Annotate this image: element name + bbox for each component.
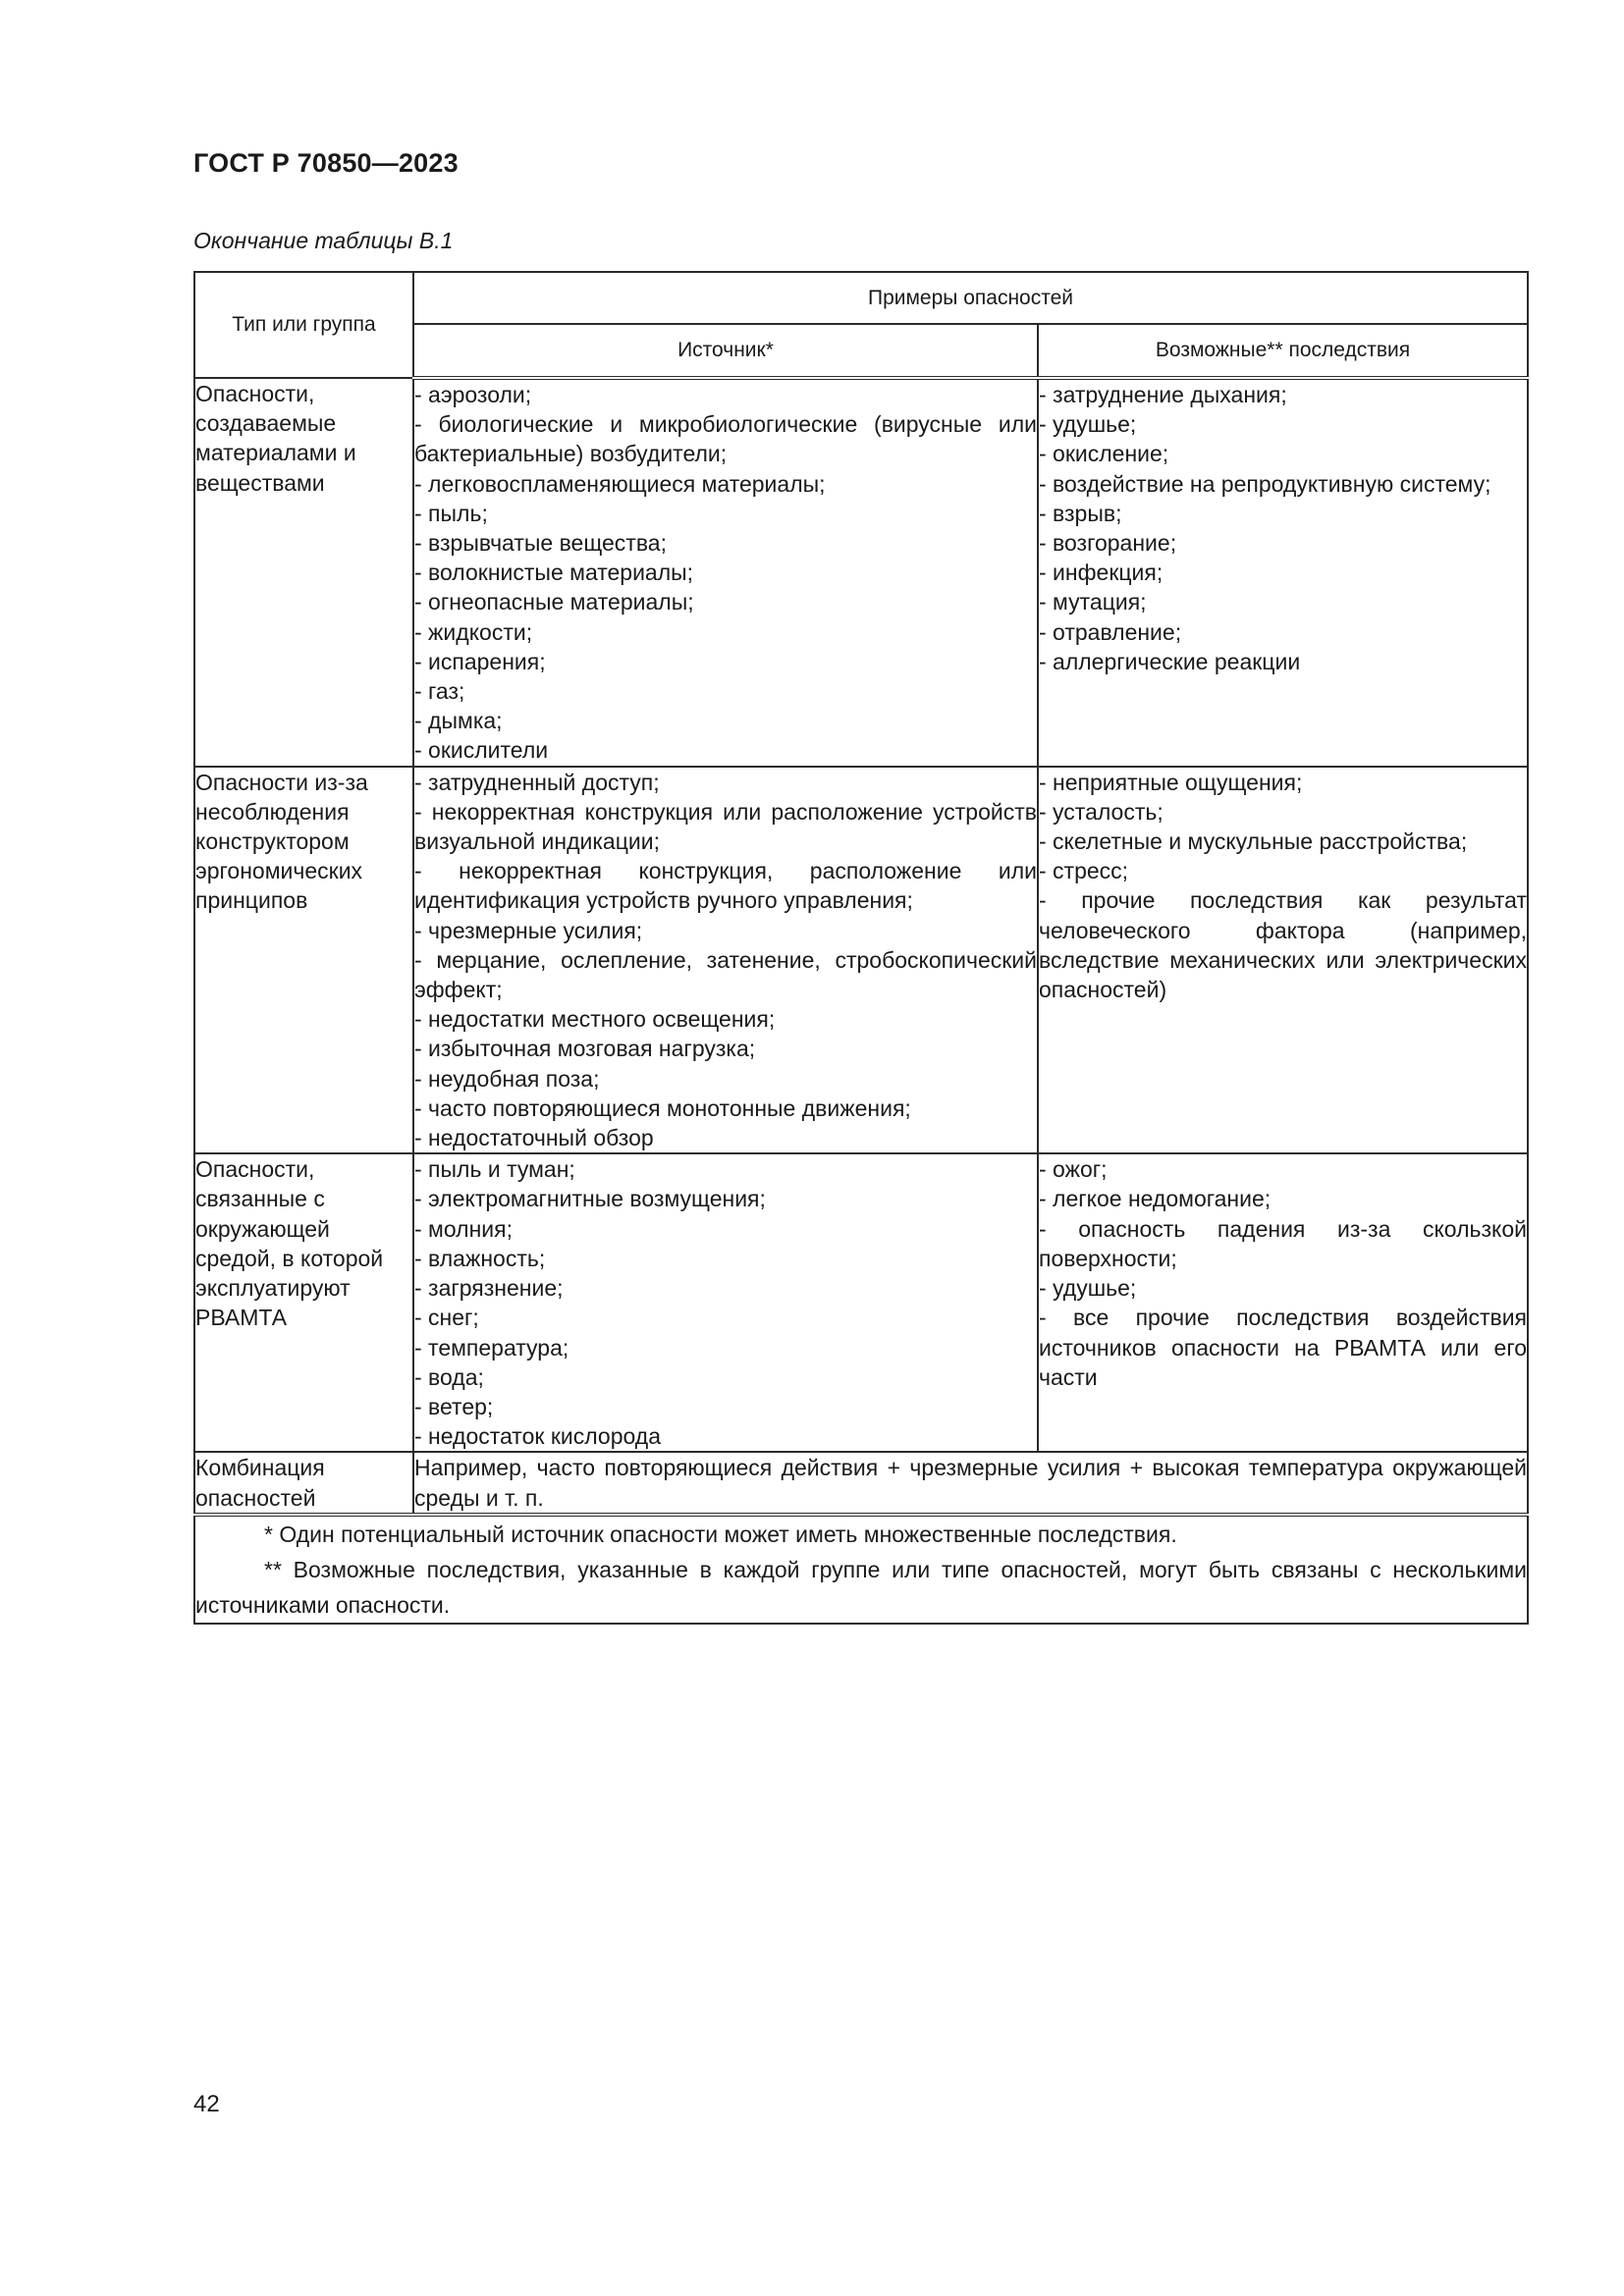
list-item: - инфекция; xyxy=(1039,560,1164,586)
source-list xyxy=(413,1153,1038,1452)
list-item: - усталость; xyxy=(1039,798,1164,825)
header-source: Источник* xyxy=(413,324,1038,378)
list-item: - легкое недомогание; xyxy=(1039,1186,1272,1212)
list-item: - волокнистые материалы; xyxy=(414,560,694,586)
list-item: - взрывчатые вещества; xyxy=(414,530,667,557)
table-notes-row xyxy=(194,1515,1528,1624)
list-item: - легковоспламеняющиеся материалы; xyxy=(414,470,826,497)
list-item: - жидкости; xyxy=(414,618,533,645)
list-item: - возгорание; xyxy=(1039,530,1177,557)
list-item: - удушье; xyxy=(1039,1275,1137,1302)
list-item: - молния; xyxy=(414,1215,513,1242)
table-notes xyxy=(194,1515,1528,1624)
list-item: - загрязнение; xyxy=(414,1275,564,1302)
list-item: - пыль; xyxy=(414,500,488,526)
list-item: - вода; xyxy=(414,1363,484,1390)
list-item: - некорректная конструкция или расположение устройств визуальной индикации; xyxy=(414,798,1037,855)
header-consequences: Возможные** последствия xyxy=(1038,324,1528,378)
consequence-list xyxy=(1038,1153,1528,1452)
list-item: - окисление; xyxy=(1039,441,1169,467)
list-item: - мерцание, ослепление, затенение, стробоскопический эффект; xyxy=(414,946,1037,1003)
table-row xyxy=(194,378,1528,767)
list-item: - недостатки местного освещения; xyxy=(414,1006,776,1033)
table-row xyxy=(194,767,1528,1154)
list-item: - воздействие на репродуктивную систему; xyxy=(1039,470,1491,497)
list-item: - влажность; xyxy=(414,1245,546,1271)
footnote-consequences: ** Возможные последствия, указанные в каждой группе или типе опасностей, могут быть связаны с несколькими источниками опасности. xyxy=(195,1556,1527,1618)
consequence-list xyxy=(1038,767,1528,1154)
list-item: - затрудненный доступ; xyxy=(414,769,660,795)
list-item: - скелетные и мускульные расстройства; xyxy=(1039,828,1468,855)
list-item: - недостаточный обзор xyxy=(414,1125,654,1151)
list-item: - взрыв; xyxy=(1039,500,1122,526)
list-item: - недостаток кислорода xyxy=(414,1423,662,1450)
list-item: - дымка; xyxy=(414,708,503,734)
list-item: - неприятные ощущения; xyxy=(1039,769,1303,795)
list-item: - испарения; xyxy=(414,648,546,674)
list-item: - биологические и микробиологические (вирусные или бактериальные) возбудители; xyxy=(414,411,1037,467)
list-item: - температура; xyxy=(414,1334,569,1361)
header-type-group: Тип или группа xyxy=(194,272,413,378)
header-hazard-examples: Примеры опасностей xyxy=(413,272,1528,324)
list-item: - неудобная поза; xyxy=(414,1065,600,1092)
hazard-table xyxy=(193,271,1529,1625)
hazard-type-cell: Опасности, связанные с окружающей средой, в которой эксплуатируют РВАМТА xyxy=(194,1153,413,1452)
footnote-source: * Один потенциальный источник опасности может иметь множественные последствия. xyxy=(264,1521,1177,1547)
list-item: - газ; xyxy=(414,678,465,705)
list-item: - снег; xyxy=(414,1305,479,1331)
combination-example: Например, часто повторяющиеся действия + чрезмерные усилия + высокая температура окружающей среды и т. п. xyxy=(413,1452,1528,1514)
list-item: - стресс; xyxy=(1039,858,1129,884)
list-item: - часто повторяющиеся монотонные движения; xyxy=(414,1095,911,1121)
list-item: - аллергические реакции xyxy=(1039,648,1301,674)
hazard-type-cell: Опасности, создаваемые материалами и веществами xyxy=(194,378,413,767)
list-item: - удушье; xyxy=(1039,411,1137,438)
source-list xyxy=(413,767,1038,1154)
list-item: - некорректная конструкция, расположение или идентификация устройств ручного управления; xyxy=(414,858,1037,914)
list-item: - все прочие последствия воздействия источников опасности на РВАМТА или его части xyxy=(1039,1305,1527,1390)
table-row xyxy=(194,1452,1528,1514)
list-item: - окислители xyxy=(414,737,549,764)
list-item: - ожог; xyxy=(1039,1156,1108,1183)
list-item: - затруднение дыхания; xyxy=(1039,382,1287,407)
list-item: - чрезмерные усилия; xyxy=(414,917,643,943)
consequence-list xyxy=(1038,378,1528,767)
list-item: - пыль и туман; xyxy=(414,1156,575,1183)
table-row xyxy=(194,1153,1528,1452)
list-item: - отравление; xyxy=(1039,618,1182,645)
list-item: - аэрозоли; xyxy=(414,382,532,407)
hazard-type-cell: Комбинация опасностей xyxy=(194,1452,413,1514)
list-item: - огнеопасные материалы; xyxy=(414,589,694,615)
document-id: ГОСТ Р 70850—2023 xyxy=(193,148,459,178)
hazard-type-cell: Опасности из-за несоблюдения конструктором эргономических принципов xyxy=(194,767,413,1154)
list-item: - мутация; xyxy=(1039,589,1147,615)
source-list xyxy=(413,378,1038,767)
list-item: - электромагнитные возмущения; xyxy=(414,1186,766,1212)
page-number: 42 xyxy=(193,2091,220,2117)
list-item: - прочие последствия как результат человеческого фактора (например, вследствие механических или электрических опасностей) xyxy=(1039,887,1527,1003)
table-caption: Окончание таблицы В.1 xyxy=(193,228,454,253)
list-item: - опасность падения из-за скользкой поверхности; xyxy=(1039,1215,1527,1271)
list-item: - избыточная мозговая нагрузка; xyxy=(414,1036,756,1062)
list-item: - ветер; xyxy=(414,1393,494,1419)
